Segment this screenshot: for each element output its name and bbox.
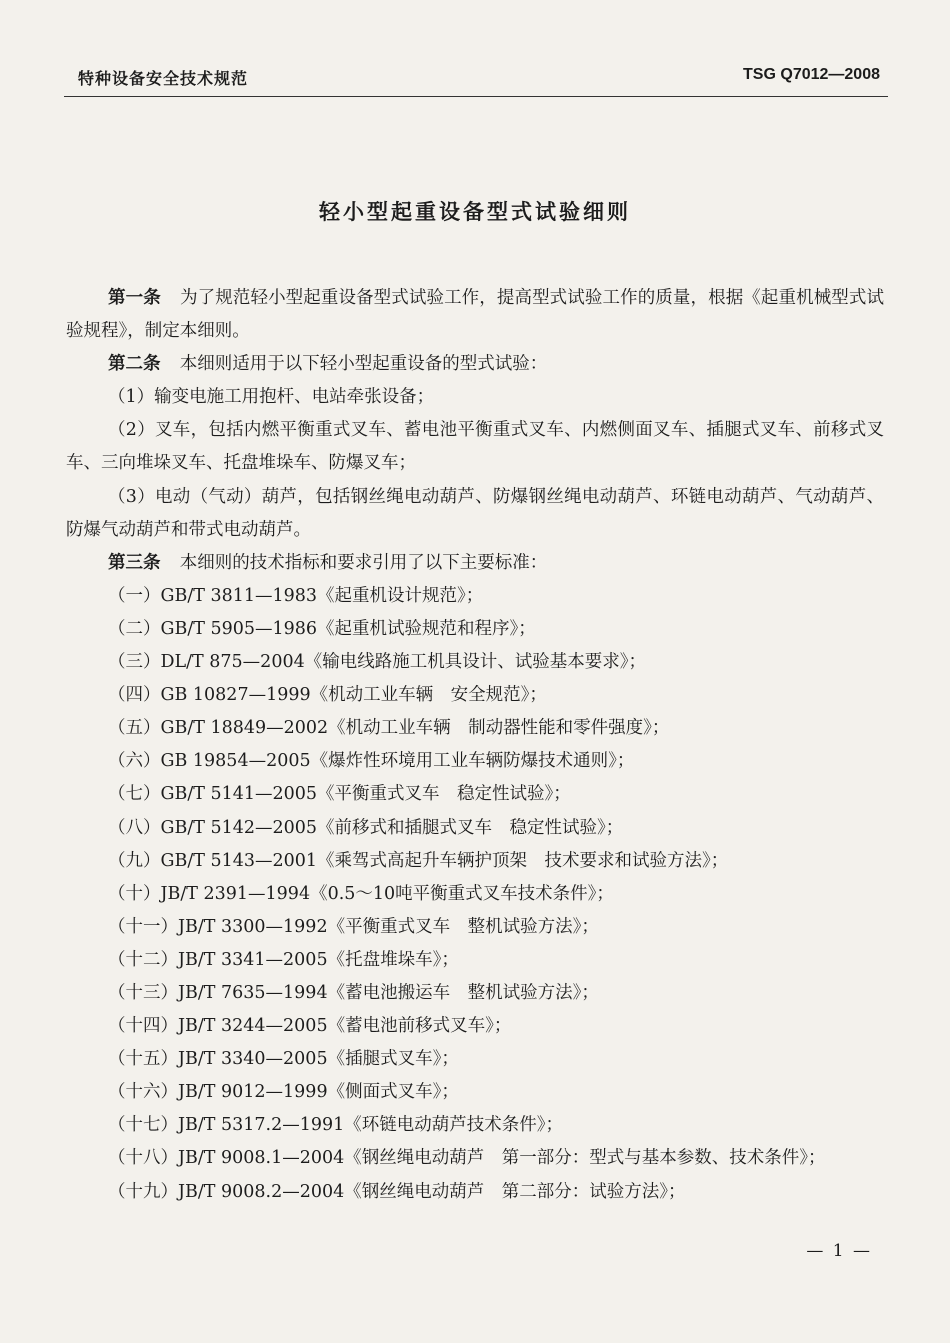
paragraph-text: （九）GB/T 5143—2001《乘驾式高起升车辆护顶架 技术要求和试验方法》； xyxy=(108,850,729,871)
paragraph-text: （十五）JB/T 3340—2005《插腿式叉车》； xyxy=(108,1049,459,1070)
document-title: 轻小型起重设备型式试验细则 xyxy=(319,200,631,224)
paragraph-text: （十一）JB/T 3300—1992《平衡重式叉车 整机试验方法》； xyxy=(108,916,599,937)
list-item xyxy=(66,944,884,977)
list-item xyxy=(66,1043,884,1076)
paragraph-text: （十八）JB/T 9008.1—2004《钢丝绳电动葫芦 第一部分：型式与基本参数、技术条件》； xyxy=(108,1148,826,1169)
list-item xyxy=(66,778,884,811)
paragraph-text: （十九）JB/T 9008.2—2004《钢丝绳电动葫芦 第二部分：试验方法》； xyxy=(108,1181,686,1202)
paragraph-text: （二）GB/T 5905—1986《起重机试验规范和程序》； xyxy=(108,618,536,639)
paragraph-text: （五）GB/T 18849—2002《机动工业车辆 制动器性能和零件强度》； xyxy=(108,718,670,739)
list-item xyxy=(66,381,884,414)
page-number: — 1 — xyxy=(806,1241,872,1261)
paragraph-text: （十）JB/T 2391—1994《0.5～10吨平衡重式叉车技术条件》； xyxy=(108,883,614,904)
paragraph-text: （十四）JB/T 3244—2005《蓄电池前移式叉车》； xyxy=(108,1016,512,1037)
list-item xyxy=(66,878,884,911)
paragraph-text: （3）电动（气动）葫芦，包括钢丝绳电动葫芦、防爆钢丝绳电动葫芦、环链电动葫芦、气动葫芦、防爆气动葫芦和带式电动葫芦。 xyxy=(66,486,884,540)
paragraph-text: （1）输变电施工用抱杆、电站牵张设备； xyxy=(108,387,435,408)
document-body xyxy=(66,282,884,1209)
paragraph-text: （三）DL/T 875—2004《输电线路施工机具设计、试验基本要求》； xyxy=(108,652,646,673)
paragraph-text: （一）GB/T 3811—1983《起重机设计规范》； xyxy=(108,585,484,606)
paragraph-text: （十二）JB/T 3341—2005《托盘堆垛车》； xyxy=(108,949,459,970)
running-header-left: 特种设备安全技术规范 xyxy=(78,69,249,88)
list-item xyxy=(66,845,884,878)
paragraph-text: （2）叉车，包括内燃平衡重式叉车、蓄电池平衡重式叉车、内燃侧面叉车、插腿式叉车、前移式叉车、三向堆垛叉车、托盘堆垛车、防爆叉车； xyxy=(66,420,884,474)
paragraph-text: （十三）JB/T 7635—1994《蓄电池搬运车 整机试验方法》； xyxy=(108,982,599,1003)
running-header-right: TSG Q7012—2008 xyxy=(743,66,880,83)
paragraph-text: （十六）JB/T 9012—1999《侧面式叉车》； xyxy=(108,1082,459,1103)
list-item xyxy=(66,712,884,745)
article-paragraph xyxy=(66,547,884,580)
header-divider xyxy=(64,96,888,97)
paragraph-text: （十七）JB/T 5317.2—1991《环链电动葫芦技术条件》； xyxy=(108,1115,564,1136)
paragraph-text: （八）GB/T 5142—2005《前移式和插腿式叉车 稳定性试验》； xyxy=(108,817,624,838)
paragraph-text: 本细则适用于以下轻小型起重设备的型式试验： xyxy=(179,354,548,375)
list-item xyxy=(66,679,884,712)
list-item xyxy=(66,1176,884,1209)
list-item xyxy=(66,414,884,480)
list-item xyxy=(66,646,884,679)
list-item xyxy=(66,580,884,613)
paragraph-text: 为了规范轻小型起重设备型式试验工作，提高型式试验工作的质量，根据《起重机械型式试验规程》，制定本细则。 xyxy=(66,288,885,342)
list-item xyxy=(66,977,884,1010)
paragraph-text: 本细则的技术指标和要求引用了以下主要标准： xyxy=(179,552,548,573)
list-item xyxy=(66,812,884,845)
paragraph-text: （六）GB 19854—2005《爆炸性环境用工业车辆防爆技术通则》； xyxy=(108,751,635,772)
list-item xyxy=(66,481,884,547)
paragraph-text: （七）GB/T 5141—2005《平衡重式叉车 稳定性试验》； xyxy=(108,784,571,805)
list-item xyxy=(66,1142,884,1175)
article-number: 第二条 xyxy=(108,354,161,375)
list-item xyxy=(66,1076,884,1109)
list-item xyxy=(66,1010,884,1043)
list-item xyxy=(66,745,884,778)
article-number: 第三条 xyxy=(108,552,161,573)
article-number: 第一条 xyxy=(108,288,161,308)
list-item xyxy=(66,613,884,646)
article-paragraph xyxy=(66,282,884,348)
list-item xyxy=(66,911,884,944)
paragraph-text: （四）GB 10827—1999《机动工业车辆 安全规范》； xyxy=(108,685,547,706)
list-item xyxy=(66,1109,884,1142)
article-paragraph xyxy=(66,348,884,381)
